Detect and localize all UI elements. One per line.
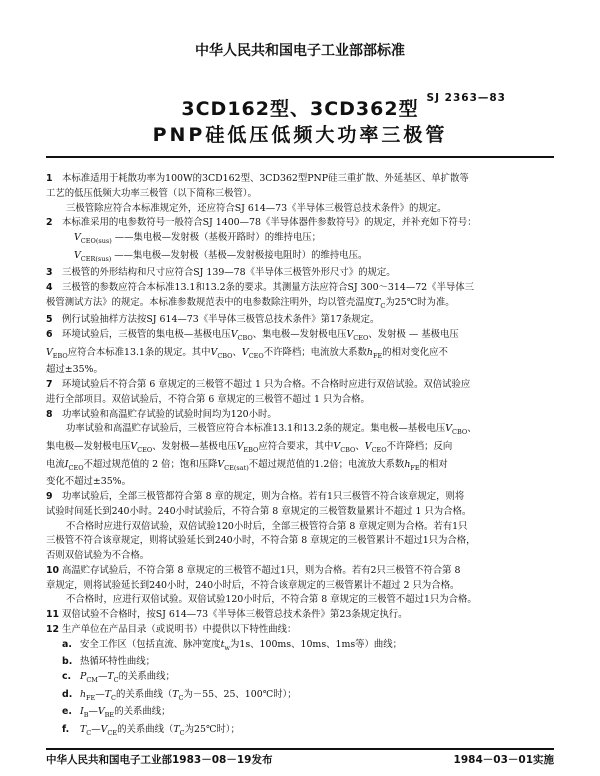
clause-line: 功率试验和高温贮存试验后，三极管应符合本标准13.1和13.2条的规定。集电极—基极电压$V_{CBO}$、 (66, 423, 477, 437)
sub-item-line: f. $T_C—V_{CE}$的关系曲线（$T_C$为25℃时）； (62, 723, 240, 737)
sub-item-line: e. $I_B—V_{BE}$的关系曲线； (62, 706, 171, 719)
clause-line: 2 本标准采用的电参数符号一般符合SJ 1400—78《半导体器件参数符号》的规定，并补充如下符号： (46, 217, 477, 229)
clause-line: $V_{CEO(sus)}$ ——集电极—发射极（基极开路时）的维持电压； (74, 232, 321, 245)
clause-line: 1 本标准适用于耗散功率为100W的3CD162型、3CD362型PNP硅三重扩散、外延基区、单扩散等 (46, 173, 469, 184)
document-title-line1: 3CD162型、3CD362型 (181, 98, 419, 120)
clause-line: 6 环境试验后，三极管的集电极—基极电压$V_{CBO}$、集电极—发射极电压$V_{CEO}$、发射极 — 基极电压 (46, 329, 459, 342)
header-rule (46, 156, 554, 158)
clause-line: 7 环境试验后不符合第 6 章规定的三极管不超过 1 只为合格。不合格时应进行双倍试验。双倍试验应 (46, 379, 471, 391)
clause-line: 章规定，则将试验延长到240小时，240小时后，不符合该章规定的三极管累计不超过 2 只为合格。 (46, 579, 460, 591)
clause-line: 极管测试方法》的规定。本标准参数规范表中的电参数除注明外，均以管壳温度$T_C$为25℃时为准。 (46, 296, 455, 310)
clause-line: 三极管不符合该章规定，则将试验延长到240小时，不符合第 8 章规定的三极管累计不超过1只为合格， (46, 535, 476, 547)
clause-line: 进行全部项目。双倍试验后，不符合第 6 章规定的三极管不超过 1 只为合格。 (46, 393, 370, 405)
issuer-standard-heading: 中华人民共和国电子工业部部标准 (195, 43, 405, 59)
clause-line: 12 生产单位在产品目录（或说明书）中提供以下特性曲线： (46, 623, 297, 635)
clause-line: 5 例行试验抽样方法按SJ 614—73《半导体三极管总技术条件》第17条规定。 (46, 314, 380, 326)
clause-line: 9 功率试验后，全部三极管都符合第 8 章的规定，则为合格。若有1只三极管不符合该章规定，则将 (46, 491, 465, 502)
clause-line: $V_{EBO}$应符合本标准13.1条的规定。其中$V_{CBO}$、$V_{CEO}$不许降档；电流放大系数$h_{FE}$的相对变化应不 (46, 346, 448, 360)
issued-date: 中华人民共和国电子工业部1983－08－19发布 (46, 754, 273, 766)
clause-line: 否则双倍试验为不合格。 (46, 550, 150, 561)
sub-item-line: c. $P_{CM}—T_C$的关系曲线； (62, 670, 175, 684)
clause-line: 不合格时，应进行双倍试验。双倍试验120小时后，不符合第 8 章规定的三极管不超过1只为合格。 (66, 594, 477, 606)
clause-line: 变化不超过±35%。 (46, 476, 131, 488)
clause-line: 8 功率试验和高温贮存试验的试验时间均为120小时。 (46, 408, 277, 420)
clause-line: 工艺的低压低频大功率三极管（以下简称三极管）。 (46, 187, 257, 199)
footer-rule (46, 748, 554, 750)
clause-line: 试验时间延长到240小时。240小时试验后，不符合第 8 章规定的三极管数量累计不超过 1 只为合格。 (46, 505, 472, 517)
clause-line: $V_{CER(sus)}$ ——集电极—发射极（基极—发射极接电阻时）的维持电压。 (74, 249, 368, 263)
clause-line: 电流$I_{CEO}$不超过规范值的 2 倍；饱和压降$V_{CE(sat)}$不超过规范值的1.2倍；电流放大系数$h_{FE}$的相对 (46, 458, 448, 472)
sub-item-line: a. 安全工作区（包括直流、脉冲宽度$t_w$为1s、100ms、10ms、1ms等）曲线； (62, 638, 403, 652)
clause-line: 11 双倍试验不合格时，按SJ 614—73《半导体三极管总技术条件》第23条规定执行。 (46, 609, 408, 620)
clause-line: 集电极—发射极电压$V_{CEO}$、发射极—基极电压$V_{EBO}$应符合要求，其中$V_{CBO}$、$V_{CEO}$不许降档；反向 (46, 441, 453, 454)
effective-date: 1984－03－01实施 (453, 754, 554, 766)
document-title-line2: PNP硅低压低频大功率三极管 (152, 124, 448, 146)
document-body (46, 172, 554, 740)
clause-line: 不合格时应进行双倍试验，双倍试验120小时后，全部三极管符合第 8 章规定则为合格。若有1只 (66, 520, 468, 532)
clause-line: 3 三极管的外形结构和尺寸应符合SJ 139—78《半导体三极管外形尺寸》的规定。 (46, 267, 396, 279)
clause-line: 4 三极管的参数应符合本标准13.1和13.2条的要求。其测量方法应符合SJ 300～314—72《半导体三 (46, 282, 475, 293)
sub-item-line: d. $h_{FE}—T_C$的关系曲线（$T_C$为－55、25、100℃时）； (62, 688, 297, 702)
sub-item-line: b. 热循环特性曲线； (62, 656, 156, 668)
standard-number: SJ 2363—83 (426, 92, 506, 104)
clause-line: 超过±35%。 (46, 364, 103, 376)
clause-line: 10 高温贮存试验后，不符合第 8 章规定的三极管不超过1只，则为合格。若有2只三极管不符合第 8 (46, 564, 461, 576)
clause-line: 三极管除应符合本标准规定外，还应符合SJ 614—73《半导体三极管总技术条件》的规定。 (66, 202, 447, 214)
